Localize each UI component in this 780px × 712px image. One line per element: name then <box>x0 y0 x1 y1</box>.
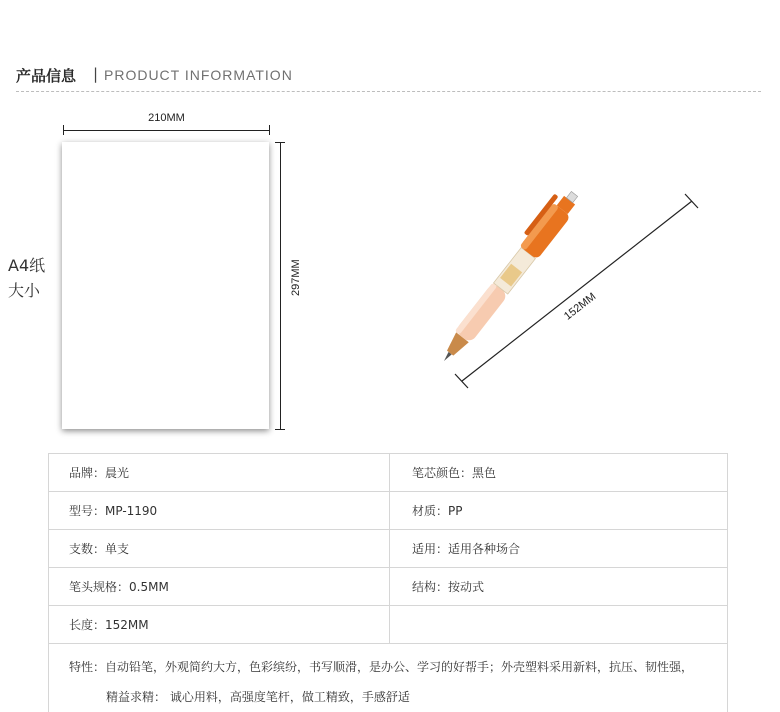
mechanical-pencil-image <box>430 155 710 395</box>
table-row <box>49 492 728 530</box>
table-row <box>49 454 728 492</box>
pen-length-label: 152MM <box>562 291 598 323</box>
a4-size-label <box>8 253 45 303</box>
paper-height-label: 297MM <box>290 246 304 296</box>
pencil-body <box>431 184 583 368</box>
section-header <box>16 63 761 92</box>
spec-model: 型号：MP-1190 <box>49 492 390 530</box>
spec-length: 长度：152MM <box>49 606 390 644</box>
table-row <box>49 606 728 644</box>
spec-tip-size: 笔头规格：0.5MM <box>49 568 390 606</box>
title-separator: | <box>93 65 98 83</box>
spec-structure: 结构：按动式 <box>390 568 728 606</box>
feature-line-2: 精益求精： 诚心用料，高强度笔杆，做工精致，手感舒适 <box>69 682 727 712</box>
table-row <box>49 568 728 606</box>
paper-height-tick-top <box>275 142 285 143</box>
spec-features <box>49 644 728 712</box>
spec-brand: 品牌：晨光 <box>49 454 390 492</box>
feature-line-1: 特性：自动铅笔，外观简约大方，色彩缤纷，书写顺滑，是办公、学习的好帮手；外壳塑料采用新料，抗压、韧性强， <box>69 660 693 674</box>
spec-material: 材质：PP <box>390 492 728 530</box>
paper-width-tick-left <box>63 125 64 135</box>
paper-height-dimension-line <box>280 142 281 430</box>
a4-label-line1: A4纸 <box>8 253 45 278</box>
spec-table <box>48 453 728 712</box>
spec-quantity: 支数：单支 <box>49 530 390 568</box>
spec-empty-cell <box>390 606 728 644</box>
paper-height-tick-bottom <box>275 429 285 430</box>
a4-label-line2: 大小 <box>8 278 45 303</box>
spec-lead-color: 笔芯颜色：黑色 <box>390 454 728 492</box>
table-row <box>49 530 728 568</box>
a4-paper-sheet <box>62 142 269 429</box>
paper-width-dimension-line <box>63 130 270 131</box>
section-title-zh: 产品信息 <box>16 65 76 86</box>
paper-width-tick-right <box>269 125 270 135</box>
paper-width-label: 210MM <box>63 112 270 124</box>
section-title-en: PRODUCT INFORMATION <box>104 67 293 83</box>
spec-usage: 适用：适用各种场合 <box>390 530 728 568</box>
table-row-features <box>49 644 728 712</box>
